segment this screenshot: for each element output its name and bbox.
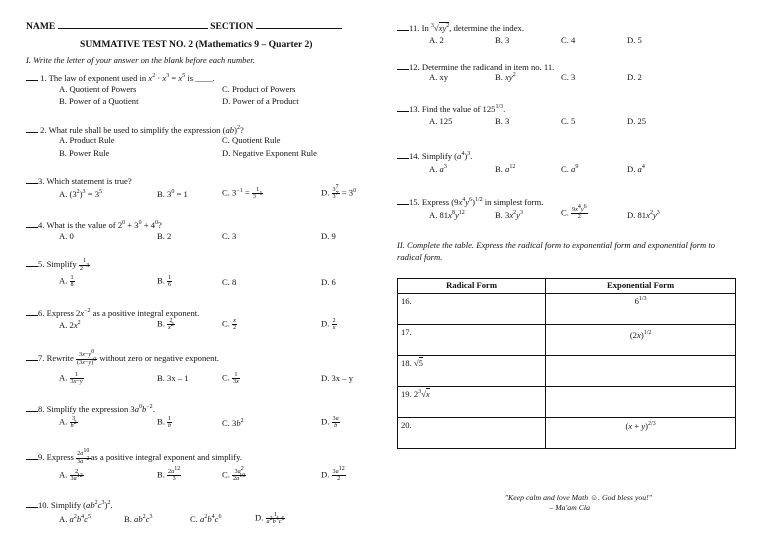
exponential-cell-16: $6^{1/3}$ (546, 294, 736, 325)
answer-blank-2[interactable] (26, 124, 38, 133)
q6-option-d[interactable]: D. $\frac{2}{x}$ (321, 317, 336, 332)
q1-option-c[interactable]: C. Product of Powers (222, 84, 296, 94)
q1-option-a[interactable]: A. Quotient of Powers (59, 84, 137, 94)
table-row (398, 418, 736, 449)
answer-blank-1[interactable] (26, 72, 38, 81)
q10-option-d[interactable]: D. $\frac{1}{a2b4c6}$ (255, 511, 285, 526)
header-radical-form: Radical Form (398, 279, 546, 294)
answer-blank-4[interactable] (26, 219, 38, 228)
exponential-cell-17: $(2x)^{1/2}$ (546, 325, 736, 356)
q8-option-c[interactable]: C. $3b^2$ (222, 418, 244, 428)
q14-option-c[interactable]: C. $a^9$ (561, 164, 579, 174)
q11-option-a[interactable]: A. 2 (429, 35, 444, 45)
q13-option-a[interactable]: A. 125 (429, 116, 453, 126)
q6-option-b[interactable]: B. $\frac{2}{x2}$ (157, 317, 174, 332)
q7-option-a[interactable]: A. $\frac{1}{3x-y}$ (59, 371, 83, 386)
q10-option-c[interactable]: C. $a^2b^4c^6$ (190, 514, 222, 524)
q15-option-b[interactable]: B. $3x^2y^3$ (495, 210, 523, 220)
table-row (398, 325, 736, 356)
answer-blank-13[interactable] (397, 103, 409, 112)
footer-author: – Ma'am Cla (549, 503, 590, 512)
question-4: 4. What is the value of $2^0 + 3^0 + 4^0$? (26, 219, 162, 231)
q4-option-a[interactable]: A. 0 (59, 231, 74, 241)
question-9: 9. Express $\frac{2a10}{3a-2}$ as a positive integral exponent and simplify. (26, 451, 242, 465)
q12-option-c[interactable]: C. 3 (561, 72, 576, 82)
conversion-table (397, 278, 736, 449)
question-10: 10. Simplify $(ab^2c^3)^2$. (26, 499, 112, 511)
table-row (398, 294, 736, 325)
question-15: 15. Express $(9x^4y^6)^{1/2}$ in simplest form. (397, 196, 543, 208)
instruction-part-2: II. Complete the table. Express the radical form to exponential form and exponential form to radical form. (397, 240, 716, 263)
radical-cell-18: 18. √5 (398, 356, 546, 387)
q7-option-b[interactable]: B. 3x – 1 (157, 373, 189, 383)
q2-option-d[interactable]: D. Negative Exponent Rule (222, 148, 317, 158)
q11-option-b[interactable]: B. 3 (495, 35, 510, 45)
answer-blank-8[interactable] (26, 403, 38, 412)
q2-option-a[interactable]: A. Product Rule (59, 135, 115, 145)
answer-blank-5[interactable] (26, 258, 38, 267)
radical-cell-20[interactable]: 20. (398, 418, 546, 449)
q14-option-d[interactable]: D. $a^4$ (627, 164, 645, 174)
q14-option-a[interactable]: A. $a^3$ (429, 164, 447, 174)
q3-option-a[interactable]: A. $(3^2)^3 = 3^5$ (59, 189, 102, 199)
q3-option-c[interactable]: C. $3^{-1}$ = $\frac{1}{3-1}$ (222, 186, 263, 201)
q2-option-b[interactable]: B. Power Rule (59, 148, 110, 158)
q9-option-d[interactable]: D. $\frac{3a12}{2}$ (321, 466, 345, 483)
question-5: 5. Simplify $\frac{1}{2-3}$ (26, 258, 90, 272)
instruction-part-1: I. Write the letter of your answer on the blank before each number. (26, 55, 255, 65)
q5-option-c[interactable]: C. 8 (222, 277, 237, 287)
q4-option-d[interactable]: D. 9 (321, 231, 336, 241)
q13-option-c[interactable]: C. 5 (561, 116, 576, 126)
answer-blank-9[interactable] (26, 451, 38, 460)
q15-option-a[interactable]: A. $81x^8y^{12}$ (429, 210, 465, 220)
q8-option-d[interactable]: D. $\frac{3a}{b}$ (321, 415, 339, 430)
radical-cell-16[interactable]: 16. (398, 294, 546, 325)
exponential-cell-20: $(x + y)^{2/3}$ (546, 418, 736, 449)
q9-option-c[interactable]: C. $\frac{3a2}{2a10}$ (222, 466, 246, 483)
question-3: 3. Which statement is true? (26, 175, 132, 187)
header-exponential-form: Exponential Form (546, 279, 736, 294)
exponential-cell-18[interactable] (546, 356, 736, 387)
table-row (398, 356, 736, 387)
name-field[interactable]: NAME SECTION (26, 20, 342, 32)
q9-option-a[interactable]: A. $\frac{2}{3a12}$ (59, 468, 83, 483)
q9-option-b[interactable]: B. $\frac{2a12}{3}$ (157, 466, 181, 483)
q13-option-d[interactable]: D. 25 (627, 116, 647, 126)
q6-option-a[interactable]: A. $2x^2$ (59, 320, 81, 330)
q7-option-d[interactable]: D. 3x – y (321, 373, 353, 383)
q12-option-b[interactable]: B. $xy^2$ (495, 72, 516, 82)
q11-option-c[interactable]: C. 4 (561, 35, 576, 45)
name-blank[interactable] (58, 20, 208, 29)
table-row (398, 387, 736, 418)
question-2: 2. What rule shall be used to simplify the expression (ab)$^2$? (26, 124, 244, 136)
q7-option-c[interactable]: C. $\frac{1}{3x}$ (222, 371, 239, 386)
radical-cell-17[interactable]: 17. (398, 325, 546, 356)
q5-option-a[interactable]: A. $\frac{1}{8}$ (59, 274, 74, 289)
q15-option-d[interactable]: D. $81x^2y^3$ (627, 210, 660, 220)
question-6: 6. Express $2x^{-2}$ as a positive integral exponent. (26, 307, 199, 319)
q2-option-c[interactable]: C. Quotient Rule (222, 135, 281, 145)
q4-option-c[interactable]: C. 3 (222, 231, 237, 241)
q1-option-d[interactable]: D. Power of a Product (222, 96, 299, 106)
answer-blank-11[interactable] (397, 22, 409, 31)
test-title: SUMMATIVE TEST NO. 2 (Mathematics 9 – Quarter 2) (80, 39, 313, 50)
question-14: 14. Simplify $(a^4)^3$. (397, 150, 472, 162)
q13-option-b[interactable]: B. 3 (495, 116, 510, 126)
q11-option-d[interactable]: D. 5 (627, 35, 642, 45)
question-11: 11. In $^3√xy^2$, determine the index. (397, 22, 524, 34)
answer-blank-10[interactable] (26, 499, 38, 508)
q8-option-a[interactable]: A. $\frac{3}{b2}$ (59, 415, 77, 430)
radical-cell-19: 19. $2^3√x$ (398, 387, 546, 418)
q12-option-a[interactable]: A. xy (429, 72, 449, 82)
q12-option-d[interactable]: D. 2 (627, 72, 642, 82)
answer-blank-3[interactable] (26, 175, 38, 184)
q6-option-c[interactable]: C. $\frac{x}{2}$ (222, 317, 237, 332)
q8-option-b[interactable]: B. $\frac{1}{b}$ (157, 415, 172, 430)
q5-option-b[interactable]: B. $\frac{1}{6}$ (157, 274, 172, 289)
q3-option-d[interactable]: D. $\frac{37}{37}$ = $3^0$ (321, 184, 357, 201)
answer-blank-7[interactable] (26, 352, 38, 361)
answer-blank-15[interactable] (397, 196, 409, 205)
q15-option-c[interactable]: C. $\frac{9x4y6}{2}$ (561, 204, 587, 221)
question-13: 13. Find the value of $125^{1/3}$. (397, 103, 505, 115)
q10-option-b[interactable]: B. $ab^2c^3$ (124, 514, 153, 524)
section-blank[interactable] (256, 20, 342, 29)
question-1: 1. The law of exponent used in $x^2 \cdot x^3 = x^5$ is ____. (26, 72, 215, 84)
answer-blank-14[interactable] (397, 150, 409, 159)
q3-option-b[interactable]: B. $3^0 = 1$ (157, 189, 188, 199)
answer-blank-12[interactable] (397, 61, 409, 70)
question-12: 12. Determine the radicand in item no. 11. (397, 61, 554, 73)
question-8: 8. Simplify the expression $3a^0b^{-2}$. (26, 403, 155, 415)
q4-option-b[interactable]: B. 2 (157, 231, 172, 241)
q5-option-d[interactable]: D. 6 (321, 277, 336, 287)
q1-option-b[interactable]: B. Power of a Quotient (59, 96, 139, 106)
q10-option-a[interactable]: A. $a^2b^4c^5$ (59, 514, 91, 524)
footer-quote: "Keep calm and love Math ☺. God bless you!" (504, 493, 652, 502)
answer-blank-6[interactable] (26, 307, 38, 316)
exponential-cell-19[interactable] (546, 387, 736, 418)
question-7: 7. Rewrite $\frac{3x-y0}{(3x-y)0}$ without zero or negative exponent. (26, 352, 219, 366)
q14-option-b[interactable]: B. $a^{12}$ (495, 164, 516, 174)
